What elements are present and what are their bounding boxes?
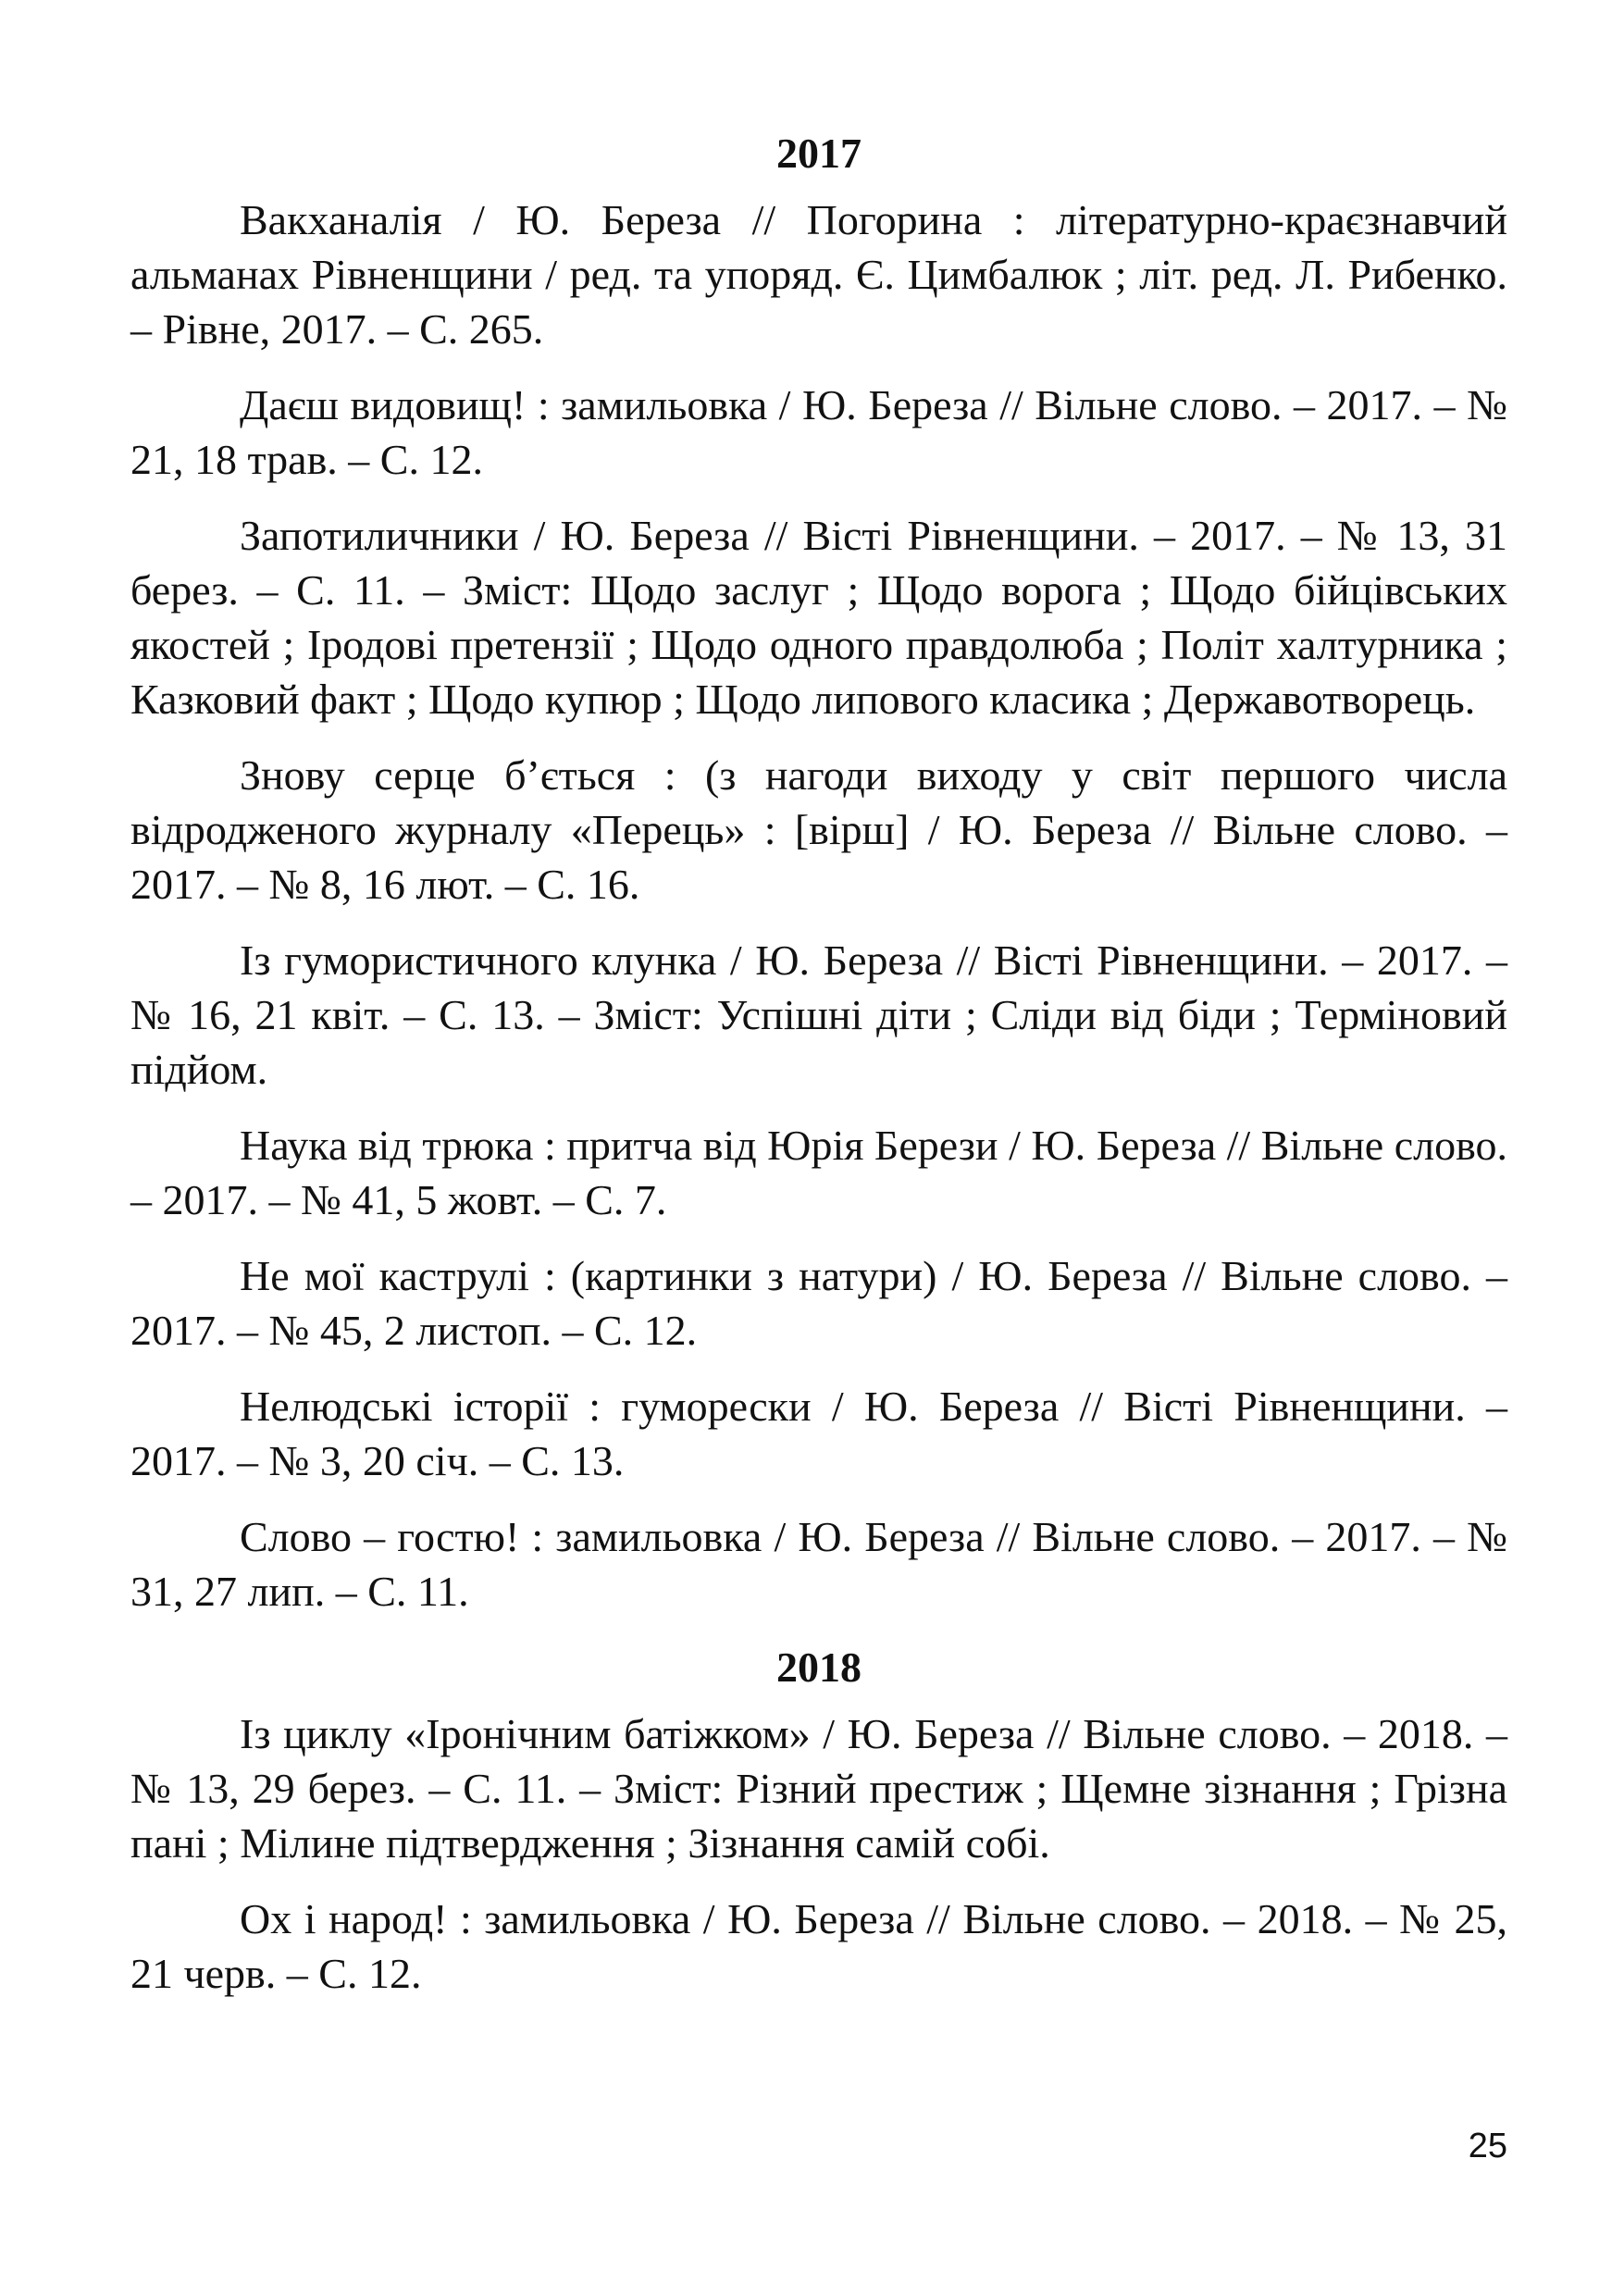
year-heading-2018: 2018 [776,1644,862,1691]
bibliography-entry: Слово – гостю! : замильовка / Ю. Береза // Вільне слово. – 2017. – № 31, 27 лип. – С. 11. [130,1513,1507,1615]
bibliography-entry: Нелюдські історії : гуморески / Ю. Береза // Вісті Рівненщини. – 2017. – № 3, 20 січ. – С. 13. [130,1383,1507,1484]
bibliography-content [130,126,1507,2001]
bibliography-entry: Із циклу «Іронічним батіжком» / Ю. Береза // Вільне слово. – 2018. – № 13, 29 берез. – С. 11. – Зміст: Різний престиж ; Щемне зізнання ; Грізна пані ; Мілине підтвердження ; Зізнання самій собі. [130,1710,1507,1867]
bibliography-entry: Запотиличники / Ю. Береза // Вісті Рівненщини. – 2017. – № 13, 31 берез. – С. 11. – Зміст: Щодо заслуг ; Щодо ворога ; Щодо бійцівських якостей ; Іродові претензії ; Щодо одного правдолюба ; Політ халтурника ; Казковий факт ; Щодо купюр ; Щодо липового класика ; Державотворець. [130,512,1507,723]
bibliography-entry: Ох і народ! : замильовка / Ю. Береза // Вільне слово. – 2018. – № 25, 21 черв. – С. 12. [130,1895,1507,1997]
bibliography-entry: Знову серце б’ється : (з нагоди виходу у світ першого числа відродженого журналу «Перець» : [вірш] / Ю. Береза // Вільне слово. – 2017. – № 8, 16 лют. – С. 16. [130,751,1507,908]
bibliography-entry: Вакханалія / Ю. Береза // Погорина : літературно-краєзнавчий альманах Рівненщини / ред. та упоряд. Є. Цимбалюк ; літ. ред. Л. Рибенко. – Рівне, 2017. – С. 265. [130,196,1507,353]
page-number: 25 [1468,2127,1507,2165]
bibliography-entry: Наука від трюка : притча від Юрія Берези / Ю. Береза // Вільне слово. – 2017. – № 41, 5 жовт. – С. 7. [130,1122,1507,1223]
bibliography-entry: Даєш видовищ! : замильовка / Ю. Береза // Вільне слово. – 2017. – № 21, 18 трав. – С. 12. [130,381,1507,483]
bibliography-entry: Не мої каструлі : (картинки з натури) / Ю. Береза // Вільне слово. – 2017. – № 45, 2 листоп. – С. 12. [130,1252,1507,1354]
bibliography-entry: Із гумористичного клунка / Ю. Береза // Вісті Рівненщини. – 2017. – № 16, 21 квіт. – С. 13. – Зміст: Успішні діти ; Сліди від біди ; Терміновий підйом. [130,937,1507,1093]
year-heading-2017: 2017 [776,130,862,177]
